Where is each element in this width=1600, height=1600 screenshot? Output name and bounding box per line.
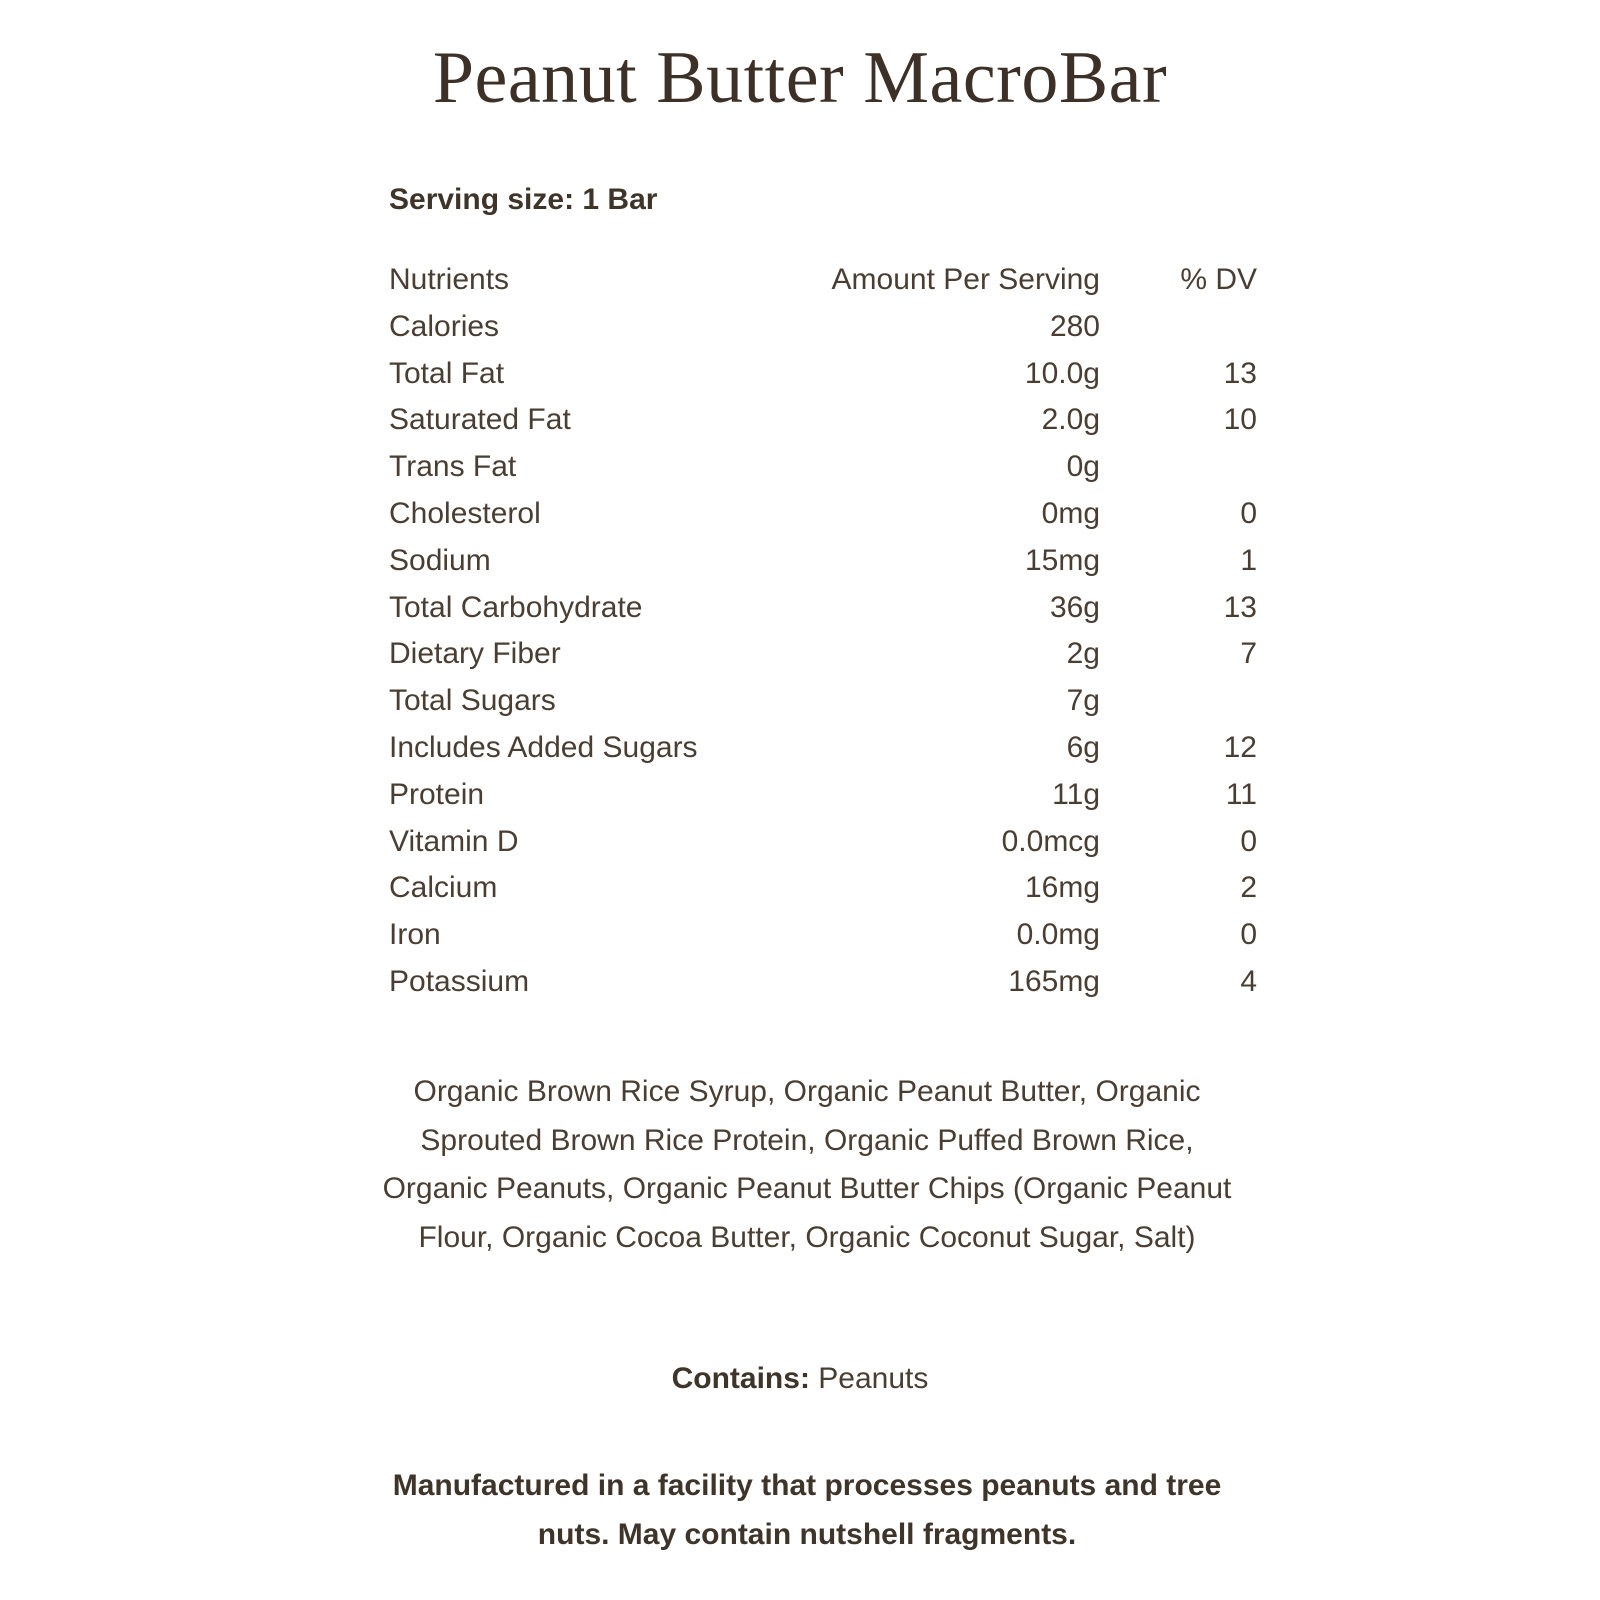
nutrient-amount: 2.0g [1041,403,1100,437]
nutrition-row [389,678,1257,725]
nutrition-row [389,351,1257,398]
nutrient-amount: 0mg [1041,496,1100,530]
nutrient-dv: 11 [1225,777,1257,811]
nutrient-amount: 0.0mg [1016,918,1100,952]
nutrient-dv: 4 [1240,964,1257,998]
nutrient-name: Cholesterol [389,496,541,530]
nutrient-amount: 15mg [1024,543,1100,577]
nutrient-dv: 1 [1240,543,1257,577]
nutrient-amount: 16mg [1024,871,1100,905]
nutrient-name: Iron [389,918,441,952]
nutrition-row [389,585,1257,632]
nutrient-name: Saturated Fat [389,403,571,437]
nutrient-name: Vitamin D [389,824,519,858]
nutrient-amount: 2g [1066,637,1100,671]
serving-size: Serving size: 1 Bar [389,183,658,216]
nutrient-amount: 0g [1066,450,1100,484]
nutrition-header-row [389,257,1257,304]
nutrient-dv: 13 [1223,356,1257,390]
nutrient-name: Includes Added Sugars [389,730,698,764]
contains-value: Peanuts [818,1362,929,1395]
nutrient-name: Calcium [389,871,498,905]
nutrient-amount: 10.0g [1024,356,1100,390]
nutrient-name: Dietary Fiber [389,637,561,671]
nutrient-dv: 7 [1240,637,1257,671]
header-nutrients: Nutrients [389,263,510,296]
nutrient-dv: 13 [1223,590,1257,624]
nutrient-name: Calories [389,309,500,343]
ingredients-text: Organic Brown Rice Syrup, Organic Peanut Butter, Organic Sprouted Brown Rice Protein, Organic Puffed Brown Rice, Organic Peanuts, Organic Peanut Butter Chips (Organic Peanut Flour, Organic Cocoa Butter, Organic Coconut Sugar, Salt) [382,1075,1232,1254]
nutrient-name: Sodium [389,543,491,577]
allergen-contains [0,1362,1600,1396]
nutrition-row [389,959,1257,1006]
nutrient-name: Total Fat [389,356,505,390]
nutrition-row [389,397,1257,444]
nutrient-dv: 10 [1223,403,1257,437]
nutrition-row [389,725,1257,772]
nutrient-dv: 2 [1240,871,1257,905]
nutrient-amount: 6g [1066,730,1100,764]
nutrient-amount: 0.0mcg [1001,824,1100,858]
nutrient-name: Total Sugars [389,684,556,718]
nutrition-row [389,444,1257,491]
nutrition-row [389,304,1257,351]
nutrition-row [389,631,1257,678]
nutrition-row [389,912,1257,959]
header-dv: % DV [1180,263,1257,296]
nutrition-table [389,257,1257,1006]
nutrition-row [389,491,1257,538]
nutrient-amount: 11g [1052,777,1100,811]
nutrition-row [389,538,1257,585]
nutrition-row [389,772,1257,819]
nutrient-amount: 36g [1049,590,1100,624]
nutrient-amount: 280 [1049,309,1100,343]
facility-warning: Manufactured in a facility that processes peanuts and tree nuts. May contain nutshell fragments. [392,1469,1222,1551]
contains-label: Contains: [671,1362,810,1395]
nutrient-name: Potassium [389,964,530,998]
nutrient-dv: 0 [1240,824,1257,858]
header-amount: Amount Per Serving [831,263,1100,296]
product-title: Peanut Butter MacroBar [432,37,1168,119]
nutrient-dv: 0 [1240,496,1257,530]
nutrient-name: Total Carbohydrate [389,590,643,624]
nutrient-name: Trans Fat [389,450,517,484]
nutrient-dv: 0 [1240,918,1257,952]
nutrient-amount: 7g [1066,684,1100,718]
nutrient-dv: 12 [1223,730,1257,764]
nutrition-row [389,865,1257,912]
nutrition-rows [389,304,1257,1006]
nutrient-name: Protein [389,777,485,811]
nutrient-amount: 165mg [1008,964,1100,998]
nutrition-row [389,819,1257,866]
